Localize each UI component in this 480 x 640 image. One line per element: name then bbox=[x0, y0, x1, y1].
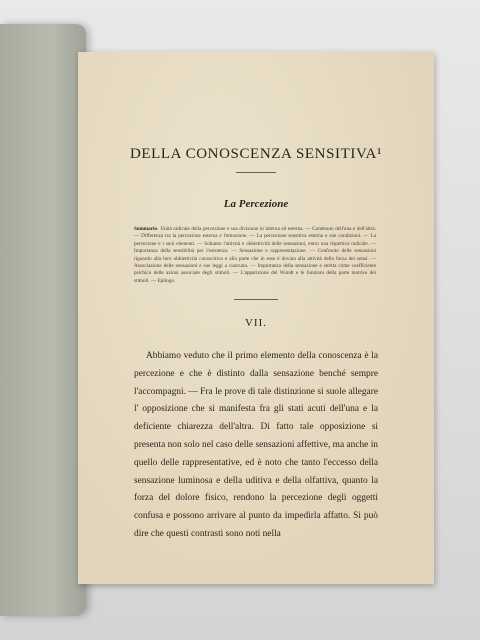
title-rule bbox=[236, 172, 276, 173]
section-title: La Percezione bbox=[223, 198, 289, 210]
body-text: Abbiamo veduto che il primo elemento della conoscenza è la percezione e che è distinto dalla sensazione benché sempre l'accompagni. — Fra le prove di tale distinzione si suole allegare l' opposizione che si manifesta fra gli stati acuti dell'una e la deficiente chiarezza dell'altra. Di fatto tale opposizione si presenta non solo nel caso delle sensazioni affettive, ma anche in quello delle rappresentative, ed è noto che tanto l'eccesso della sensazione luminosa e della uditiva e della olfattiva, quanto la forza del dolore fisico, rendono la percezione degli oggetti confusa e possono arrivare al punto da impedirla affatto. Si può dire che questi contrasti sono noti nella bbox=[134, 351, 378, 539]
summary-label: Sommario bbox=[134, 226, 158, 232]
summary-block bbox=[134, 226, 376, 285]
summary-rule bbox=[234, 299, 278, 300]
chapter-number: VII. bbox=[244, 317, 268, 329]
summary-text: · Unità radicale della percezione e sua divisione in interna ed esterna. — Contenuto dell'una e dell'altra. — Differenza tra la percezione esterna e l'emozione. — La percezione sensitiva esterna e sue condizioni. — La percezione e i suoi elementi. — Soltanto l'attività e obbiettività delle sensazioni, entro una rispettiva radicale. — Importanza della sensibilità per l'esistenza. — Sensazione e rappresentazione. — Confronto delle sensazioni riguardo alla loro obbiettività conoscitiva e alla parte che in esse è dovuta alla attività della forza dei sensi. — Associazione delle sensazioni e sue leggi a ciascuno. — Importanza della sensazione e stretta come coefficiente psichico delle azioni associate degli stimoli. — L'apparizione del Wundt e le funzioni della parte motrice dei stimoli. — Epilogo. bbox=[134, 226, 376, 284]
book-page bbox=[78, 52, 434, 584]
page-title: DELLA CONOSCENZA SENSITIVA¹ bbox=[129, 146, 383, 162]
book-cover bbox=[0, 24, 86, 616]
